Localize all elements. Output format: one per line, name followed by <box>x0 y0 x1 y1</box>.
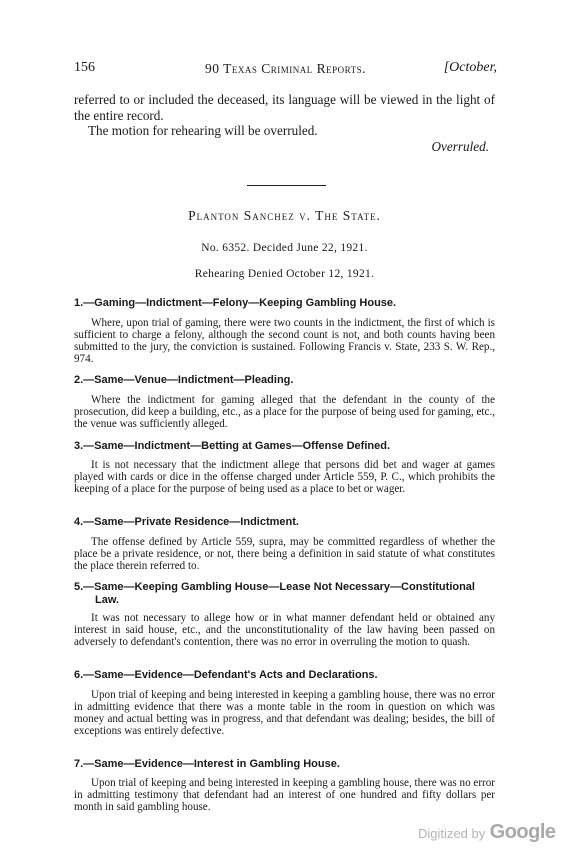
headnote-heading: 3.—Same—Indictment—Betting at Games—Offense Defined. <box>74 440 391 452</box>
disposition: Overruled. <box>431 138 489 154</box>
watermark-prefix: Digitized by <box>418 826 486 841</box>
motion-text: The motion for rehearing will be overruled. <box>88 123 318 138</box>
section-divider <box>247 185 326 186</box>
headnote-heading: 4.—Same—Private Residence—Indictment. <box>74 516 299 528</box>
running-month: [October, <box>443 60 497 75</box>
headnote-heading: 1.—Gaming—Indictment—Felony—Keeping Gambling House. <box>74 297 397 309</box>
google-logo: Google <box>489 821 556 843</box>
running-header <box>74 60 497 78</box>
headnote-body: It is not necessary that the indictment allege that persons did bet and wager at games played with cards or dice in the offense charged under Article 559, P. C., which prohibits the keeping of a place for the purpose of being used as a place to bet or wager. <box>74 459 495 495</box>
digitized-watermark <box>418 821 556 844</box>
headnote-body: The offense defined by Article 559, supra, may be committed regardless of whether the place be a private residence, or not, there being a definition in said statute of what constitutes the place therein referred to. <box>74 536 495 572</box>
running-title: 90 Texas Criminal Reports. <box>205 61 366 76</box>
headnote-heading: 7.—Same—Evidence—Interest in Gambling House. <box>74 758 340 770</box>
case-number-line: No. 6352. Decided June 22, 1921. <box>201 242 368 254</box>
opening-text: referred to or included the deceased, its language will be viewed in the light of the entire record. <box>74 92 495 123</box>
rehearing-line: Rehearing Denied October 12, 1921. <box>194 268 375 280</box>
case-title: Planton Sanchez v. The State. <box>188 208 381 223</box>
headnote-body: Where the indictment for gaming alleged that the defendant in the county of the prosecution, did keep a building, etc., as a place for the purpose of being used for gaming, etc., the venue was sufficiently alleged. <box>74 394 495 430</box>
headnote-heading: 5.—Same—Keeping Gambling House—Lease Not Necessary—Constitutional Law. <box>74 581 495 607</box>
page-number: 156 <box>74 60 95 75</box>
headnote-body: It was not necessary to allege how or in what manner defendant held or obtained any interest in said house, etc., and the unconstitutionality of the law having been passed on adversely to defendant's contention, there was no error in overruling the motion to quash. <box>74 612 495 648</box>
headnote-body: Upon trial of keeping and being interested in keeping a gambling house, there was no error in admitting testimony that defendant had an interest of one hundred and fifty dollars per month in said gambling house. <box>74 777 495 813</box>
headnote-body: Upon trial of keeping and being interested in keeping a gambling house, there was no error in admitting evidence that there was a monte table in the room in question on which was money and actual betting was in progress, and that defendant was dealing; besides, the bill of exceptions was entirely defective. <box>74 689 495 737</box>
headnote-heading: 2.—Same—Venue—Indictment—Pleading. <box>74 374 294 386</box>
opening-paragraph <box>74 92 495 154</box>
headnote-body: Where, upon trial of gaming, there were two counts in the indictment, the first of which is sufficient to charge a felony, although the second count is not, and both counts having been submitted to the jury, the conviction is sustained. Following Francis v. State, 233 S. W. Rep., 974. <box>74 317 495 365</box>
headnote-heading: 6.—Same—Evidence—Defendant's Acts and Declarations. <box>74 669 378 681</box>
headnote-heading-continuation: Law. <box>95 594 120 606</box>
